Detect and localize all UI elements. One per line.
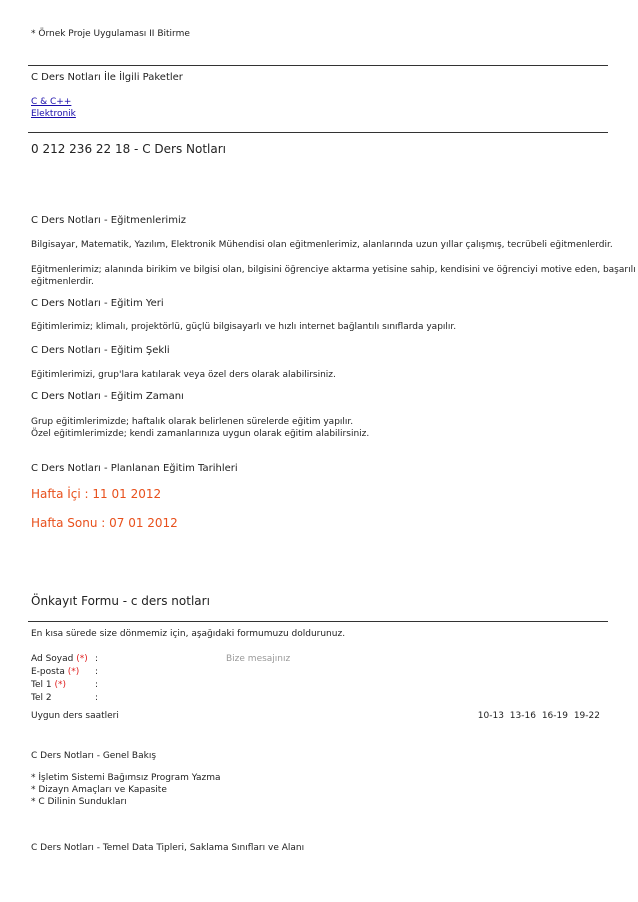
packages-heading: C Ders Notları İle İlgili Paketler — [31, 72, 183, 83]
section-title-egitmen: C Ders Notları - Eğitmenlerimiz — [31, 215, 186, 226]
date-weekend: Hafta Sonu : 07 01 2012 — [31, 516, 178, 530]
colon: : — [95, 667, 99, 677]
field-label: Tel 1 — [31, 680, 52, 690]
list-item: * Dizayn Amaçları ve Kapasite — [31, 785, 167, 795]
colon: : — [95, 654, 99, 664]
field-label: Tel 2 — [31, 693, 52, 703]
page-title: 0 212 236 22 18 - C Ders Notları — [31, 142, 226, 156]
paragraph: Bilgisayar, Matematik, Yazılım, Elektronik Mühendisi olan eğitmenlerimiz, alanlarında uzun yıllar çalışmış, tecrübeli eğitmenlerdir. — [31, 240, 613, 250]
date-weekday: Hafta İçi : 11 01 2012 — [31, 487, 162, 501]
paragraph: Eğitimlerimiz; klimalı, projektörlü, güçlü bilgisayarlı ve hızlı internet bağlantılı sınıflarda yapılır. — [31, 322, 457, 332]
divider — [28, 132, 608, 133]
section-title-tarih: C Ders Notları - Planlanan Eğitim Tarihleri — [31, 463, 238, 474]
paragraph: eğitmenlerdir. — [31, 277, 94, 287]
divider — [28, 65, 608, 66]
paragraph: Özel eğitimlerimizde; kendi zamanlarınıza uygun olarak eğitim alabilirsiniz. — [31, 429, 370, 439]
required-mark: (*) — [67, 667, 80, 677]
required-mark: (*) — [54, 680, 66, 690]
paragraph: Eğitimlerimizi, grup'lara katılarak veya özel ders olarak alabilirsiniz. — [31, 370, 336, 380]
section-title-zaman: C Ders Notları - Eğitim Zamanı — [31, 391, 184, 402]
message-textarea[interactable]: Bize mesajınız — [226, 654, 291, 664]
paragraph: Eğitmenlerimiz; alanında birikim ve bilgisi olan, bilgisini öğrenciye aktarma yetisine sahip, kendisini ve öğrenciyi motive eden, başarılı — [31, 265, 636, 275]
form-intro: En kısa sürede size dönmemiz için, aşağıdaki formumuzu doldurunuz. — [31, 629, 346, 639]
field-label: E-posta — [31, 667, 65, 677]
section-title-yer: C Ders Notları - Eğitim Yeri — [31, 298, 164, 309]
field-eposta[interactable] — [31, 667, 79, 677]
hours-options[interactable]: 10-13 13-16 16-19 19-22 — [477, 711, 600, 721]
field-tel2[interactable] — [31, 693, 52, 703]
colon: : — [95, 680, 99, 690]
list-item: * İşletim Sistemi Bağımsız Program Yazma — [31, 773, 221, 783]
field-label: Ad Soyad — [31, 654, 74, 664]
colon: : — [95, 693, 99, 703]
field-tel1[interactable] — [31, 680, 66, 690]
section-title-genel: C Ders Notları - Genel Bakış — [31, 751, 157, 761]
divider — [28, 621, 608, 622]
section-title-sekil: C Ders Notları - Eğitim Şekli — [31, 345, 170, 356]
field-ad-soyad[interactable] — [31, 654, 88, 664]
section-title-footer: C Ders Notları - Temel Data Tipleri, Saklama Sınıfları ve Alanı — [31, 843, 305, 853]
paragraph: Grup eğitimlerimizde; haftalık olarak belirlenen sürelerde eğitim yapılır. — [31, 417, 354, 427]
breadcrumb: * Örnek Proje Uygulaması II Bitirme — [31, 29, 190, 39]
form-title: Önkayıt Formu - c ders notları — [31, 594, 210, 608]
list-item: * C Dilinin Sundukları — [31, 797, 127, 807]
link-elektronik[interactable]: Elektronik — [31, 109, 76, 119]
required-mark: (*) — [76, 654, 88, 664]
link-c-cpp[interactable]: C & C++ — [31, 97, 72, 107]
hours-label: Uygun ders saatleri — [31, 711, 119, 721]
